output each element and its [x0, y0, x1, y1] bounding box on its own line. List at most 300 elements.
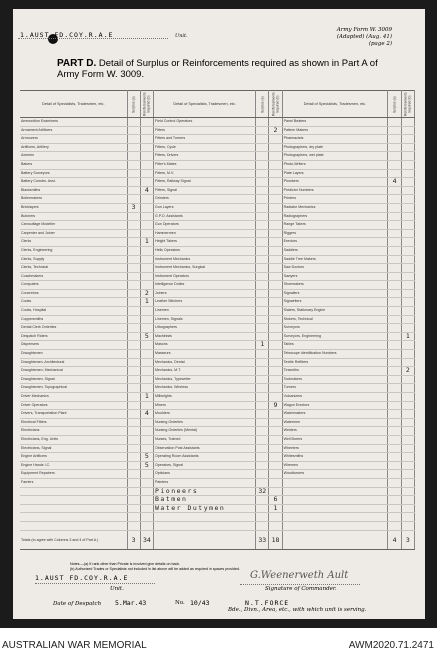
reinforcement-value — [401, 427, 414, 436]
reinforcement-value — [401, 118, 414, 127]
reinforcement-value — [140, 143, 153, 152]
trade-name: Wheelers — [282, 444, 388, 453]
trade-name: Photo-Writers — [282, 160, 388, 169]
reinforcement-value — [140, 255, 153, 264]
trade-name: G.P.O. Assistants — [153, 212, 255, 221]
trade-name: Miners — [153, 401, 255, 410]
surplus-value — [388, 169, 401, 178]
reinforcement-value — [140, 246, 153, 255]
surplus-value — [388, 229, 401, 238]
table-row — [20, 307, 415, 316]
reinforcement-value — [140, 496, 153, 505]
trade-name: Mechanics, Typewriter — [153, 375, 255, 384]
total-surplus: 3 — [127, 530, 140, 549]
table-row — [20, 135, 415, 144]
reinforcement-value — [401, 160, 414, 169]
trade-name: Tinsmiths — [282, 367, 388, 376]
trade-name: Linemen — [153, 307, 255, 316]
reinforcement-value — [269, 410, 282, 419]
surplus-value — [388, 418, 401, 427]
surplus-value: 3 — [127, 203, 140, 212]
trade-name: Electrical Fitters — [20, 418, 127, 427]
table-row — [20, 229, 415, 238]
table-row — [20, 453, 415, 462]
trade-name: Erectors — [282, 238, 388, 247]
surplus-value — [127, 401, 140, 410]
surplus-value — [388, 496, 401, 505]
reinforcement-value: 1 — [140, 298, 153, 307]
reinforcement-value — [269, 315, 282, 324]
trade-name: Fitters and Turners — [153, 135, 255, 144]
reinforcement-value — [401, 126, 414, 135]
reinforcement-value — [140, 169, 153, 178]
col-header-surplus: Surplus (a) — [127, 91, 140, 118]
table-row — [20, 358, 415, 367]
surplus-value — [256, 504, 269, 513]
reinforcement-value — [140, 203, 153, 212]
number-value: 10/43 — [190, 599, 210, 607]
surplus-value — [388, 272, 401, 281]
trade-name: Radiator Mechanics — [282, 203, 388, 212]
trade-name: Fitters, Cycle — [153, 143, 255, 152]
reinforcement-value — [269, 427, 282, 436]
surplus-value — [127, 453, 140, 462]
reinforcement-value — [269, 135, 282, 144]
reinforcement-value — [269, 289, 282, 298]
surplus-value — [388, 238, 401, 247]
col-header-reinforcements: Reinforcements required (b) — [269, 91, 282, 118]
reinforcement-value: 5 — [140, 332, 153, 341]
footer-unit-value: 1.AUST FD.COY.R.A.E — [35, 574, 129, 582]
reinforcement-value — [269, 393, 282, 402]
table-row — [20, 152, 415, 161]
surplus-value — [256, 246, 269, 255]
reinforcement-value — [401, 152, 414, 161]
trade-name: Opticians — [153, 470, 255, 479]
trade-name: Fitters — [153, 126, 255, 135]
surplus-value — [127, 513, 140, 522]
trade-name: Field Control Operators — [153, 118, 255, 127]
col-header-detail: Detail of Specialists, Tradesmen, etc. — [282, 91, 388, 118]
trade-name: Nurses, Trained — [153, 435, 255, 444]
trade-name: Bakers — [20, 160, 127, 169]
unit-value: 1.AUST FD.COY.R.A.E — [20, 31, 114, 39]
table-header — [20, 91, 415, 118]
surplus-value — [388, 401, 401, 410]
trade-name — [282, 504, 388, 513]
reinforcement-value — [269, 272, 282, 281]
surplus-value — [256, 264, 269, 273]
reinforcement-value — [401, 135, 414, 144]
surplus-value — [388, 367, 401, 376]
trade-name: Photographers, wet plate — [282, 152, 388, 161]
reinforcement-value — [140, 487, 153, 496]
table-row — [20, 496, 415, 505]
reinforcement-value — [140, 478, 153, 487]
table-row — [20, 418, 415, 427]
surplus-value — [256, 393, 269, 402]
reinforcement-value — [269, 212, 282, 221]
reinforcement-value — [140, 178, 153, 187]
trade-name: Equipment Repairers — [20, 470, 127, 479]
trade-name: Machinists — [153, 332, 255, 341]
trade-name: Predictor Numbers — [282, 186, 388, 195]
trade-name: Mechanics, M.T. — [153, 367, 255, 376]
reinforcement-value — [269, 358, 282, 367]
reinforcement-value — [401, 513, 414, 522]
surplus-value — [127, 143, 140, 152]
surplus-value — [256, 238, 269, 247]
surplus-value — [256, 229, 269, 238]
trade-name: Operating Room Assistants — [153, 453, 255, 462]
table-row — [20, 513, 415, 522]
reinforcement-value — [401, 487, 414, 496]
trade-name: Sawyers — [282, 272, 388, 281]
reinforcement-value — [401, 384, 414, 393]
surplus-value — [127, 126, 140, 135]
trade-name: Batmen — [153, 496, 255, 505]
surplus-value — [388, 324, 401, 333]
reinforcement-value — [269, 195, 282, 204]
reinforcement-value — [401, 375, 414, 384]
surplus-value — [127, 332, 140, 341]
reinforcement-value — [269, 238, 282, 247]
surplus-value — [256, 255, 269, 264]
trade-name: Fitters, Drivers — [153, 152, 255, 161]
trade-name: Instrument Mechanics — [153, 255, 255, 264]
trade-name: Saddlers — [282, 246, 388, 255]
table-row — [20, 461, 415, 470]
trade-name: Pharmacists — [282, 135, 388, 144]
surplus-value — [388, 255, 401, 264]
trade-name: Photographers, dry plate — [282, 143, 388, 152]
reinforcement-value — [269, 470, 282, 479]
surplus-value — [127, 221, 140, 230]
surplus-value — [256, 212, 269, 221]
reinforcement-value: 2 — [269, 126, 282, 135]
reinforcement-value — [401, 350, 414, 359]
trade-name: Masseurs — [153, 350, 255, 359]
trade-name: Pattern Makers — [282, 126, 388, 135]
reinforcement-value — [269, 186, 282, 195]
surplus-value — [388, 461, 401, 470]
reinforcement-value — [140, 350, 153, 359]
table-row — [20, 212, 415, 221]
surplus-value — [127, 289, 140, 298]
surplus-value — [256, 444, 269, 453]
surplus-value — [388, 350, 401, 359]
specialists-table — [20, 90, 415, 550]
trade-name: Instrument Operators — [153, 272, 255, 281]
table-row — [20, 169, 415, 178]
surplus-value — [127, 487, 140, 496]
reinforcement-value — [269, 444, 282, 453]
reinforcement-value — [401, 298, 414, 307]
surplus-value — [256, 324, 269, 333]
surplus-value — [127, 195, 140, 204]
surplus-value — [127, 418, 140, 427]
reinforcement-value — [401, 393, 414, 402]
surplus-value: 1 — [256, 341, 269, 350]
trade-name: Printers — [282, 195, 388, 204]
surplus-value — [388, 298, 401, 307]
reinforcement-value — [269, 203, 282, 212]
totals-label: Totals (to agree with Columns 3 and 4 of Part A.) — [20, 530, 127, 549]
reinforcement-value — [401, 212, 414, 221]
trade-name: Concretors — [20, 289, 127, 298]
surplus-value — [256, 160, 269, 169]
table-row — [20, 298, 415, 307]
trade-name: Pioneers — [153, 487, 255, 496]
trade-name: Surveyors — [282, 324, 388, 333]
trade-name: Leather Stitchers — [153, 298, 255, 307]
reinforcement-value — [140, 264, 153, 273]
surplus-value — [256, 470, 269, 479]
surplus-value — [388, 281, 401, 290]
reinforcement-value: 4 — [140, 186, 153, 195]
reinforcement-value: 1 — [140, 393, 153, 402]
surplus-value — [127, 212, 140, 221]
trade-name: Watermen — [282, 418, 388, 427]
table-row — [20, 281, 415, 290]
surplus-value — [256, 453, 269, 462]
table-row — [20, 238, 415, 247]
surplus-value — [388, 427, 401, 436]
surplus-value — [388, 453, 401, 462]
table-row — [20, 255, 415, 264]
trade-name: Gun Layers — [153, 203, 255, 212]
trade-name: Plate Layers — [282, 169, 388, 178]
surplus-value — [256, 435, 269, 444]
reinforcement-value — [140, 470, 153, 479]
surplus-value — [127, 444, 140, 453]
surplus-value — [388, 307, 401, 316]
reinforcement-value — [269, 521, 282, 530]
trade-name: Textile Refitters — [282, 358, 388, 367]
surplus-value — [256, 143, 269, 152]
table-row — [20, 315, 415, 324]
table-row — [20, 401, 415, 410]
reinforcement-value — [401, 453, 414, 462]
reinforcement-value — [401, 272, 414, 281]
reinforcement-value: 4 — [140, 410, 153, 419]
surplus-value — [388, 444, 401, 453]
surplus-value — [388, 513, 401, 522]
table-row — [20, 246, 415, 255]
table-row — [20, 118, 415, 127]
trade-name — [20, 513, 127, 522]
reinforcement-value — [140, 160, 153, 169]
total-reinforcements: 18 — [269, 530, 282, 549]
table-row — [20, 393, 415, 402]
surplus-value — [388, 135, 401, 144]
reinforcement-value — [269, 255, 282, 264]
surplus-value — [127, 384, 140, 393]
reinforcement-value — [401, 238, 414, 247]
trade-name — [153, 521, 255, 530]
surplus-value — [256, 169, 269, 178]
reinforcement-value — [269, 418, 282, 427]
reinforcement-value — [269, 478, 282, 487]
reinforcement-value — [401, 401, 414, 410]
table-row — [20, 478, 415, 487]
reinforcement-value — [401, 461, 414, 470]
reinforcement-value — [401, 504, 414, 513]
col-header-surplus: Surplus (a) — [256, 91, 269, 118]
reinforcement-value — [140, 315, 153, 324]
surplus-value — [127, 229, 140, 238]
reinforcement-value — [269, 350, 282, 359]
surplus-value — [388, 478, 401, 487]
table-row — [20, 203, 415, 212]
surplus-value — [127, 427, 140, 436]
reinforcement-value — [269, 221, 282, 230]
reinforcement-value — [140, 272, 153, 281]
trade-name — [282, 487, 388, 496]
trade-name: Coachmakers — [20, 272, 127, 281]
surplus-value — [127, 255, 140, 264]
surplus-value — [256, 384, 269, 393]
reinforcement-value — [140, 281, 153, 290]
surplus-value — [127, 315, 140, 324]
surplus-value — [256, 401, 269, 410]
surplus-value — [127, 350, 140, 359]
reinforcement-value — [269, 513, 282, 522]
surplus-value — [127, 435, 140, 444]
trade-name: Millwrights — [153, 393, 255, 402]
trade-name: Draughtsmen, Signal — [20, 375, 127, 384]
surplus-value — [256, 315, 269, 324]
table-row — [20, 427, 415, 436]
surplus-value — [256, 221, 269, 230]
surplus-value — [256, 281, 269, 290]
surplus-value — [256, 135, 269, 144]
trade-name: Clerks, Engineering — [20, 246, 127, 255]
surplus-value — [127, 461, 140, 470]
reinforcement-value — [140, 418, 153, 427]
reinforcement-value: 2 — [401, 367, 414, 376]
reinforcement-value — [269, 384, 282, 393]
trade-name: Toolmakers — [282, 375, 388, 384]
trade-name: Painters — [153, 478, 255, 487]
trade-name: Height Takers — [153, 238, 255, 247]
trade-name: Wagon Erectors — [282, 401, 388, 410]
trade-name: Bricklayers — [20, 203, 127, 212]
reinforcement-value — [140, 513, 153, 522]
surplus-value — [256, 289, 269, 298]
reinforcement-value — [140, 118, 153, 127]
footer-unit-underline — [35, 583, 155, 584]
trade-name: Coppersmiths — [20, 315, 127, 324]
table-body — [20, 118, 415, 531]
reinforcement-value — [401, 307, 414, 316]
surplus-value — [256, 332, 269, 341]
trade-name: Grinders — [153, 195, 255, 204]
surplus-value — [127, 324, 140, 333]
reinforcement-value — [401, 203, 414, 212]
surplus-value — [388, 143, 401, 152]
col-header-detail: Detail of Specialists, Tradesmen, etc. — [153, 91, 255, 118]
trade-name: Armourers — [20, 135, 127, 144]
trade-name: Cooks — [20, 298, 127, 307]
trade-name — [20, 521, 127, 530]
surplus-value — [256, 195, 269, 204]
trade-name: Mechanics, Dental — [153, 358, 255, 367]
surplus-value — [256, 513, 269, 522]
surplus-value — [388, 118, 401, 127]
reinforcement-value — [401, 521, 414, 530]
trade-name — [153, 513, 255, 522]
totals-spacer — [282, 530, 388, 549]
trade-name: Dispensers — [20, 341, 127, 350]
trade-name: Battery Surveyors — [20, 169, 127, 178]
surplus-value — [127, 521, 140, 530]
reinforcement-value — [401, 358, 414, 367]
trade-name: Surveyors, Engineering — [282, 332, 388, 341]
table-row — [20, 487, 415, 496]
table-row — [20, 521, 415, 530]
surplus-value — [127, 341, 140, 350]
table-row — [20, 410, 415, 419]
form-reference — [337, 27, 392, 48]
trade-name — [20, 487, 127, 496]
surplus-value — [127, 186, 140, 195]
reinforcement-value — [401, 289, 414, 298]
surplus-value — [388, 358, 401, 367]
trade-name: Axemen — [20, 152, 127, 161]
table-row — [20, 160, 415, 169]
trade-name: Camouflage Modeller — [20, 221, 127, 230]
reinforcement-value — [401, 444, 414, 453]
surplus-value — [256, 126, 269, 135]
trade-name: Riggers — [282, 229, 388, 238]
surplus-value — [256, 298, 269, 307]
reinforcement-value — [269, 367, 282, 376]
archive-id: AWM2020.71.2471 — [348, 640, 434, 651]
table-row — [20, 178, 415, 187]
trade-name: Electricians — [20, 427, 127, 436]
table-row — [20, 126, 415, 135]
trade-name: Fitters, Signal — [153, 186, 255, 195]
trade-name: Hammermen — [153, 229, 255, 238]
reinforcement-value — [269, 375, 282, 384]
surplus-value — [256, 272, 269, 281]
archive-caption: AUSTRALIAN WAR MEMORIAL — [2, 640, 147, 651]
trade-name: Fitters, Railway Signal — [153, 178, 255, 187]
surplus-value — [127, 496, 140, 505]
trade-name: Woodturners — [282, 470, 388, 479]
trade-name: Turners — [282, 384, 388, 393]
trade-name: Farriers — [20, 478, 127, 487]
trade-name: Signallers — [282, 289, 388, 298]
surplus-value — [388, 246, 401, 255]
form-ref-line: Army Form W. 3009 — [336, 27, 392, 33]
trade-name: Telescope Identification Numbers — [282, 350, 388, 359]
surplus-value — [388, 264, 401, 273]
surplus-value — [127, 307, 140, 316]
surplus-value — [127, 178, 140, 187]
trade-name: Wiremen — [282, 461, 388, 470]
reinforcement-value — [269, 143, 282, 152]
reinforcement-value — [269, 118, 282, 127]
table-row — [20, 341, 415, 350]
table-row — [20, 470, 415, 479]
reinforcement-value: 5 — [140, 461, 153, 470]
part-label: PART D. — [57, 58, 97, 69]
reinforcement-value — [140, 229, 153, 238]
surplus-value — [127, 246, 140, 255]
table-row — [20, 350, 415, 359]
